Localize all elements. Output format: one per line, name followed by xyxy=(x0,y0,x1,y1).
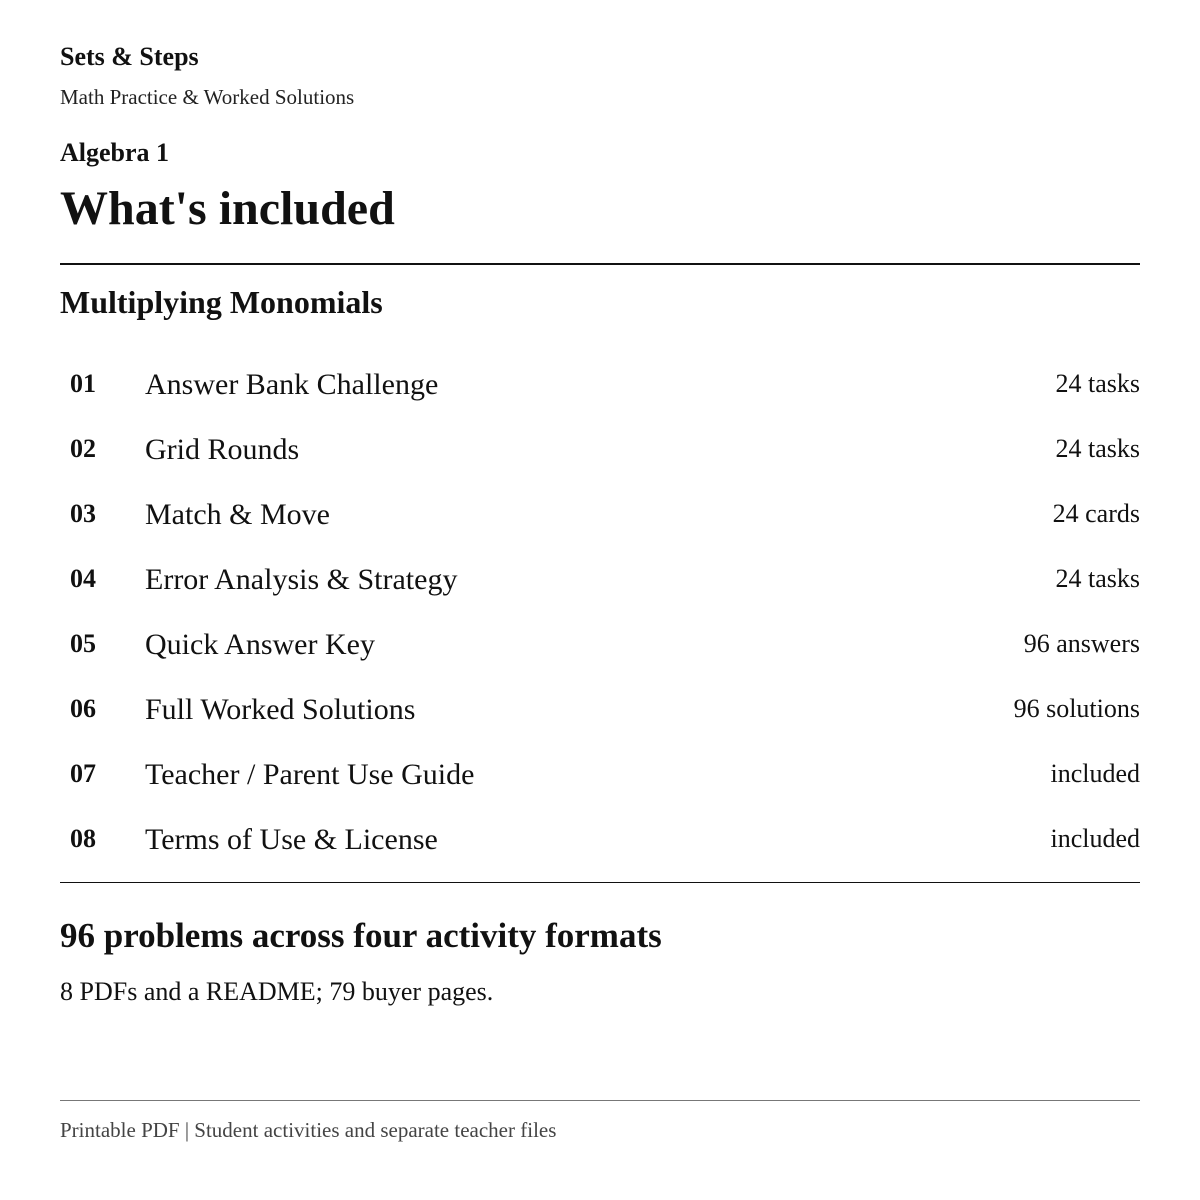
row-count: 24 tasks xyxy=(1055,434,1140,463)
row-label: Grid Rounds xyxy=(145,433,300,466)
contents-row xyxy=(60,743,1140,808)
row-number: 02 xyxy=(70,434,96,463)
row-count: 24 tasks xyxy=(1055,369,1140,398)
row-number: 05 xyxy=(70,629,96,658)
product-page xyxy=(60,0,1140,1200)
row-number: 03 xyxy=(70,499,96,528)
summary-title: 96 problems across four activity formats xyxy=(60,916,662,955)
row-count: 24 cards xyxy=(1052,499,1140,528)
section-title: Multiplying Monomials xyxy=(60,284,383,320)
row-number: 06 xyxy=(70,694,96,723)
contents-row xyxy=(60,353,1140,418)
row-label: Error Analysis & Strategy xyxy=(145,563,458,596)
row-label: Quick Answer Key xyxy=(145,628,375,661)
row-count: 96 solutions xyxy=(1013,694,1140,723)
footer-text: Printable PDF | Student activities and separate teacher files xyxy=(60,1118,557,1142)
row-label: Terms of Use & License xyxy=(145,823,438,856)
contents-row xyxy=(60,483,1140,548)
contents-row xyxy=(60,678,1140,743)
row-number: 07 xyxy=(70,759,96,788)
brand-tagline: Math Practice & Worked Solutions xyxy=(60,85,355,109)
row-label: Full Worked Solutions xyxy=(145,693,416,726)
row-count: 24 tasks xyxy=(1055,564,1140,593)
contents-divider xyxy=(60,882,1140,883)
contents-row xyxy=(60,418,1140,483)
row-number: 04 xyxy=(70,564,96,593)
header-divider xyxy=(60,263,1140,265)
row-label: Teacher / Parent Use Guide xyxy=(145,758,475,791)
page-title: What's included xyxy=(60,182,395,235)
contents-row xyxy=(60,808,1140,873)
summary-text: 8 PDFs and a README; 79 buyer pages. xyxy=(60,977,494,1006)
row-count: 96 answers xyxy=(1023,629,1140,658)
footer-divider xyxy=(60,1100,1140,1101)
brand-name: Sets & Steps xyxy=(60,42,199,71)
row-count: included xyxy=(1050,759,1140,788)
row-label: Match & Move xyxy=(145,498,330,531)
row-number: 01 xyxy=(70,369,96,398)
course-label: Algebra 1 xyxy=(60,138,170,167)
row-number: 08 xyxy=(70,824,96,853)
contents-row xyxy=(60,548,1140,613)
contents-list xyxy=(60,353,1140,873)
row-count: included xyxy=(1050,824,1140,853)
row-label: Answer Bank Challenge xyxy=(145,368,439,401)
contents-row xyxy=(60,613,1140,678)
